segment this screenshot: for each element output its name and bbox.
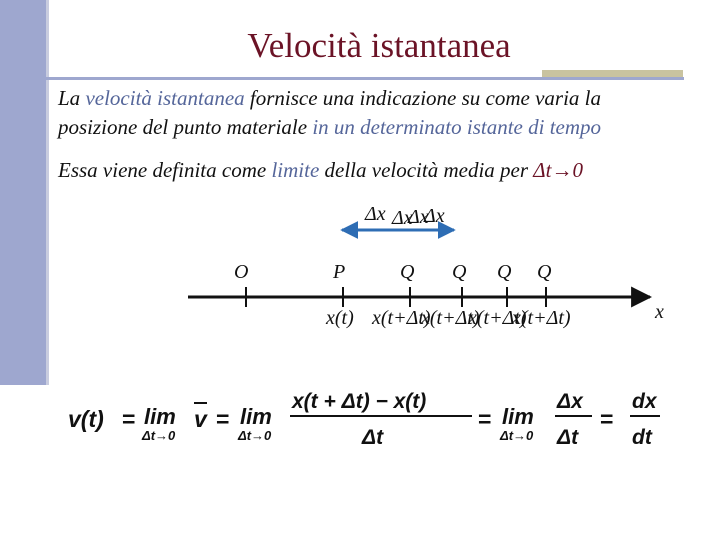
eq-lim-2: lim (240, 404, 272, 429)
eq-sub-1: Δt→0 (142, 428, 176, 443)
point-label-q1: Q (400, 261, 415, 283)
eq-sub-3: Δt→0 (500, 428, 534, 443)
time-label-5: x(t+Δt) (512, 307, 571, 329)
para2-text-b: della velocità media per (319, 158, 534, 182)
time-label-4: x(t+Δt) (468, 307, 527, 329)
velocity-equation (62, 384, 682, 464)
eq-frac2-den: Δt (557, 426, 579, 449)
para1-highlight-2: in un determinato istante di tempo (312, 115, 602, 139)
eq-equals-2: = (216, 406, 230, 432)
para1-text-a: La (58, 86, 86, 110)
eq-lhs: v(t) (68, 406, 104, 432)
para2-text-a: Essa viene definita come (58, 158, 272, 182)
eq-lim-3: lim (502, 404, 534, 429)
time-label-3: x(t+Δt) (421, 307, 480, 329)
time-label-1: x(t) (326, 307, 354, 329)
eq-frac1-den: Δt (362, 426, 384, 449)
time-label-2: x(t+Δt) (372, 307, 431, 329)
point-label-q3: Q (497, 261, 512, 283)
eq-equals-4: = (600, 406, 614, 432)
eq-frac3-den: dt (632, 426, 652, 449)
eq-sub-2: Δt→0 (238, 428, 272, 443)
eq-equals-3: = (478, 406, 492, 432)
eq-equals-1: = (122, 406, 136, 432)
delta-label-4: Δx (424, 205, 445, 227)
delta-label-2: Δx (392, 207, 413, 229)
eq-lim-1: lim (144, 404, 176, 429)
point-label-p: P (333, 261, 346, 283)
para1-text-b: fornisce una indicazione su come varia la (244, 86, 602, 110)
eq-vbar: v (194, 406, 207, 432)
point-label-q2: Q (452, 261, 467, 283)
para1-text-c: posizione del punto materiale (58, 115, 313, 139)
para2-highlight: limite (271, 158, 320, 182)
point-label-o: O (234, 261, 249, 283)
eq-frac3-num: dx (632, 390, 657, 413)
para2-limit: Δt→0 (533, 158, 583, 182)
delta-label-3: Δx (408, 206, 429, 228)
eq-frac1-num: x(t + Δt) − x(t) (292, 390, 427, 413)
slide-title: Velocità istantanea (247, 26, 511, 65)
para1-highlight: velocità istantanea (85, 86, 245, 110)
point-label-q4: Q (537, 261, 552, 283)
axis-label-x: x (655, 301, 664, 323)
eq-frac2-num: Δx (557, 390, 583, 413)
delta-label-1: Δx (365, 203, 386, 225)
